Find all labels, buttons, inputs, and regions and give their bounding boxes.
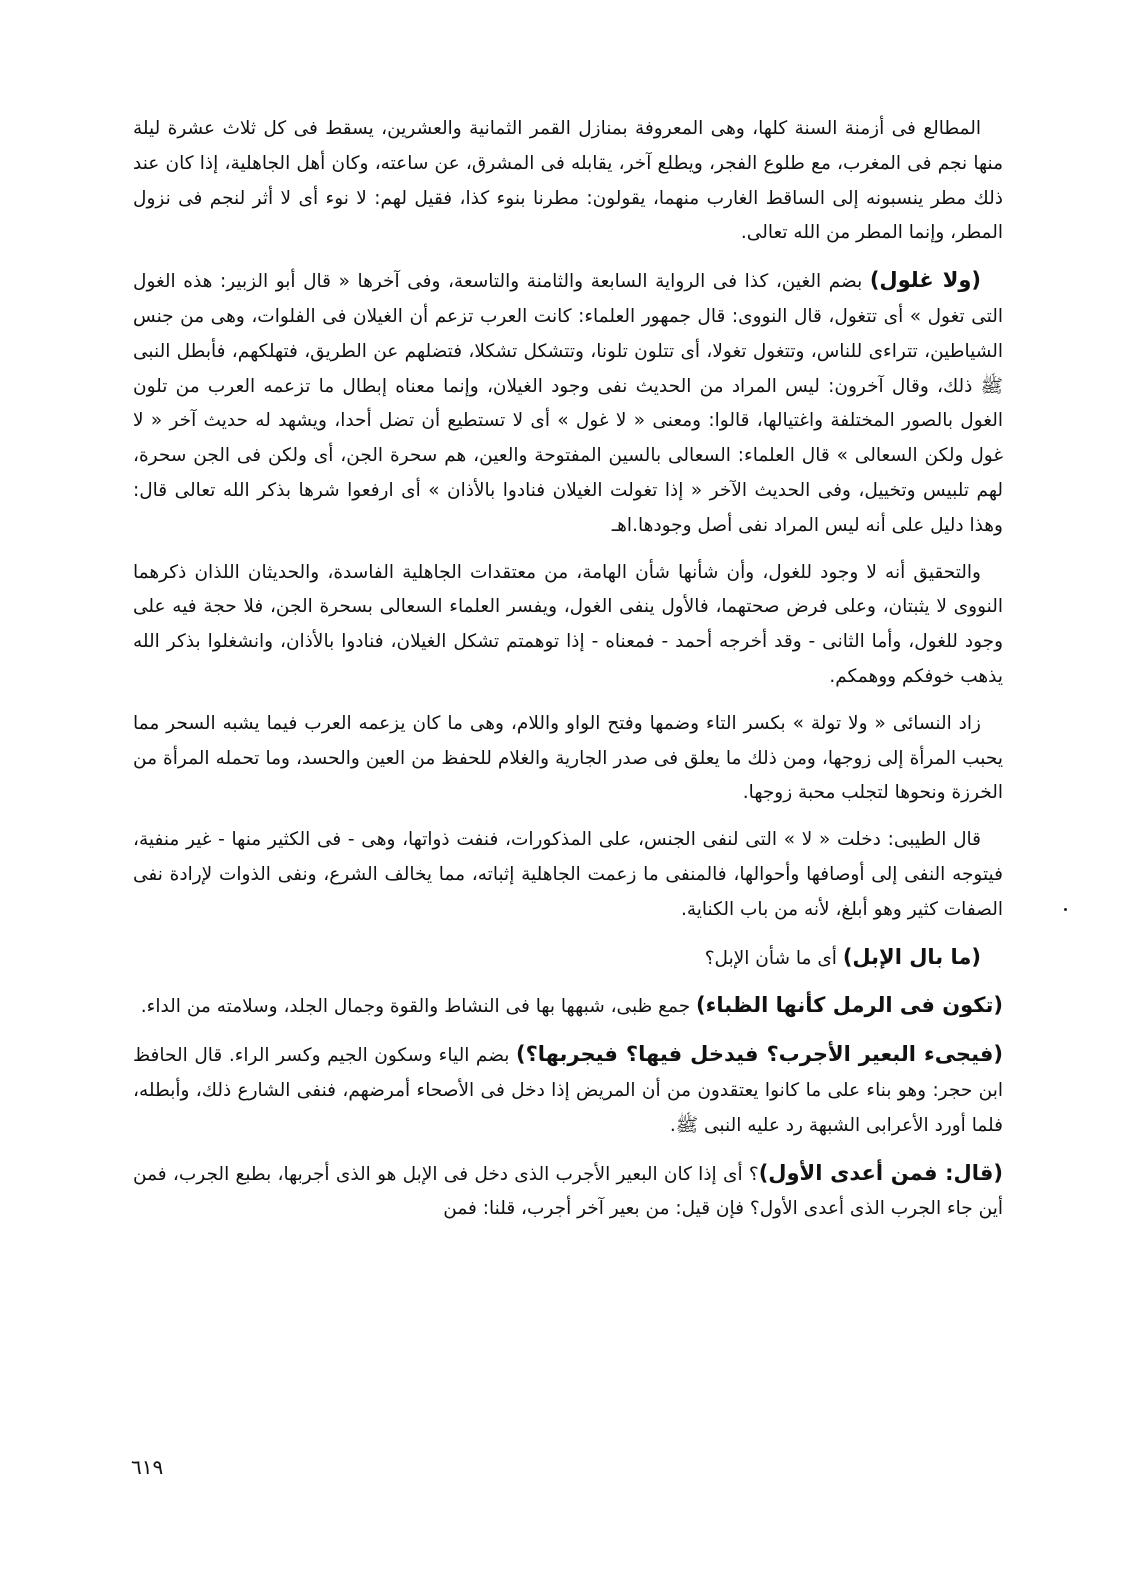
paragraph-text: بضم الياء وسكون الجيم وكسر الراء. قال الحافظ ابن حجر: وهو بناء على ما كانوا يعتقدون من أن المريض إذا دخل فى الأصحاء أمرضهم، فنفى الشارع ذلك، وأبطله، فلما أورد الأعرابى الشبهة رد عليه النبى ﷺ. [133, 1045, 1003, 1136]
paragraph-tahqiq [133, 556, 1003, 695]
hadith-phrase-heading: (ولا غلول) [869, 268, 981, 293]
hadith-phrase-heading: (فيجىء البعير الأجرب؟ فيدخل فيها؟ فيجربها؟) [515, 1042, 1003, 1067]
margin-dot [1064, 908, 1067, 911]
paragraph-text: بضم الغين، كذا فى الرواية السابعة والثامنة والتاسعة، وفى آخرها « قال أبو الزبير: هذه الغول التى تغول » أى تتغول، قال النووى: قال جمهور العلماء: كانت العرب تزعم أن الغيلان فى الفلوات، وهى من جنس الشياطين، تتراءى للناس، وتتغول تغولا، أى تتلون تلونا، وتتشكل تشكلا، فتضلهم عن الطريق، فتهلكهم، فأبطل النبى ﷺ ذلك، وقال آخرون: ليس المراد من الحديث نفى وجود الغيلان، وإنما معناه إبطال ما تزعمه العرب من تلون الغول بالصور المختلفة واغتيالها، قالوا: ومعنى « لا غول » أى لا تستطيع أن تضل أحدا، ويشهد له حديث آخر « لا غول ولكن السعالى » قال العلماء: السعالى بالسين المفتوحة والعين، هم سحرة الجن، أى ولكن فى الجن سحرة، لهم تلبيس وتخييل، وفى الحديث الآخر « إذا تغولت الغيلان فنادوا بالأذان » أى ارفعوا شرها بذكر الله تعالى قال: وهذا دليل على أنه ليس المراد نفى أصل وجودها.اهـ [133, 271, 1003, 536]
hadith-phrase-heading: (تكون فى الرمل كأنها الظباء) [696, 993, 1003, 1018]
paragraph-text: زاد النسائى « ولا تولة » بكسر التاء وضمها وفتح الواو واللام، وهى ما كان يزعمه العرب فيما يشبه السحر مما يحبب المرأة إلى زوجها، ومن ذلك ما يعلق فى صدر الجارية والغلام للحفظ من العين والحسد، وما تحمله المرأة من الخرزة ونحوها لتجلب محبة زوجها. [133, 712, 1003, 804]
paragraph-text: ؟ أى إذا كان البعير الأجرب الذى دخل فى الإبل هو الذى أجربها، بطبع الجرب، فمن أين جاء الجرب الذى أعدى الأول؟ فإن قيل: من بعير آخر أجرب، قلنا: فمن [133, 1163, 1003, 1220]
paragraph-tibi [133, 823, 1003, 927]
paragraph-nasai [133, 707, 1003, 811]
paragraph-text: أى ما شأن الإبل؟ [704, 947, 843, 969]
paragraph-text: جمع ظبى، شبهها بها فى النشاط والقوة وجمال الجلد، وسلامته من الداء. [140, 996, 697, 1018]
hadith-phrase-heading: (قال: فمن أعدى الأول) [758, 1160, 1003, 1185]
paragraph-ghoul [133, 263, 1003, 543]
paragraph-zibaa [133, 988, 1003, 1025]
page-body [133, 112, 1003, 1239]
paragraph-text: والتحقيق أنه لا وجود للغول، وأن شأنها شأن الهامة، من معتقدات الجاهلية الفاسدة، والحديثان اللذان ذكرهما النووى لا يثبتان، وعلى فرض صحتهما، فالأول ينفى الغول، ويفسر العلماء السعالى بسحرة الجن، فلا حجة فيه على وجود للغول، وأما الثانى - وقد أخرجه أحمد - فمعناه - إذا توهمتم تشكل الغيلان، فنادوا بالأذان، وانشغلوا بذكر الله يذهب خوفكم ووهمكم. [133, 561, 1003, 687]
paragraph-adwa [133, 1156, 1003, 1228]
paragraph-text: قال الطيبى: دخلت « لا » التى لنفى الجنس، على المذكورات، فنفت ذواتها، وهى - فى الكثير منها - غير منفية، فيتوجه النفى إلى أوصافها وأحوالها، فالمنفى ما زعمت الجاهلية إثباته، مما يخالف الشرع، ونفى الذوات لإرادة نفى الصفات كثير وهو أبلغ، لأنه من باب الكناية. [133, 829, 1003, 920]
page-number: ٦١٩ [131, 1455, 164, 1479]
paragraph-anwa [133, 112, 1003, 251]
paragraph-ibil [133, 940, 1003, 977]
hadith-phrase-heading: (ما بال الإبل) [842, 944, 981, 969]
paragraph-text: المطالع فى أزمنة السنة كلها، وهى المعروفة بمنازل القمر الثمانية والعشرين، يسقط فى كل ثلاث عشرة ليلة منها نجم فى المغرب، مع طلوع الفجر، ويطلع آخر، يقابله فى المشرق، عن ساعته، وكان أهل الجاهلية، إذا كان عند ذلك مطر ينسبونه إلى الساقط الغارب منهما، يقولون: مطرنا بنوء كذا، فقيل لهم: لا نوء أى لا أثر لنجم فى نزول المطر، وإنما المطر من الله تعالى. [133, 118, 1003, 244]
paragraph-ajrab [133, 1037, 1003, 1143]
